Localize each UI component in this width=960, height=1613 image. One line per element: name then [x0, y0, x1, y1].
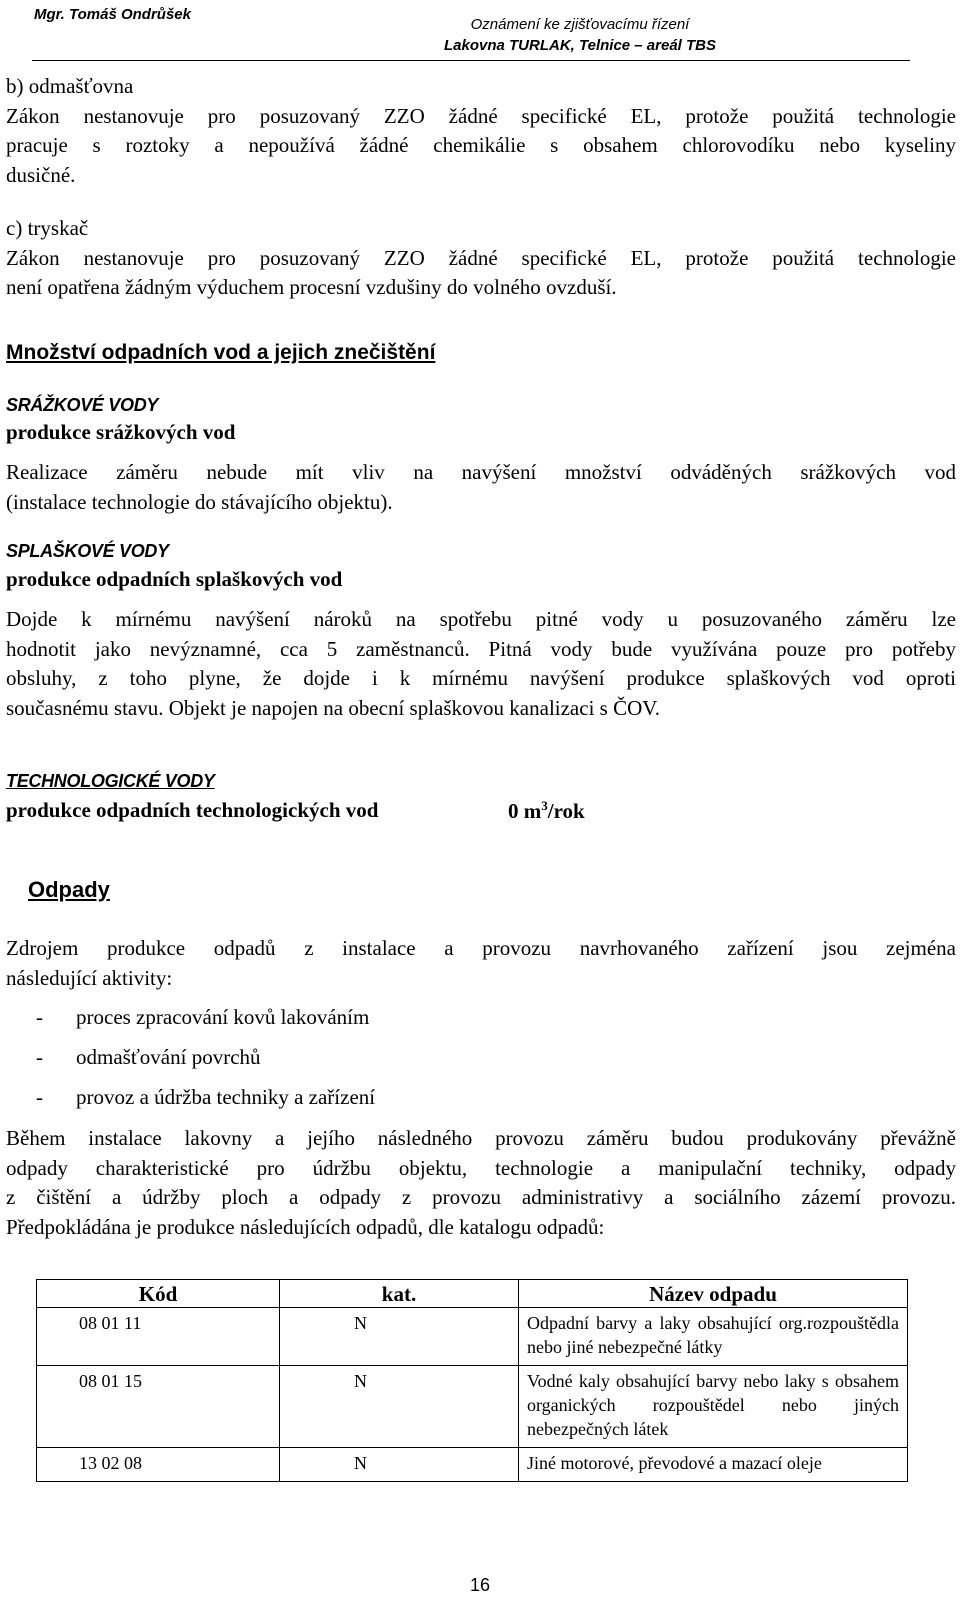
cell-category: N — [280, 1366, 519, 1448]
column-header-name: Název odpadu — [519, 1280, 908, 1308]
techwater-amount — [508, 798, 585, 824]
header-divider — [32, 60, 910, 61]
list-item-text: odmašťování povrchů — [76, 1045, 261, 1069]
section-blaster-title: c) tryskač — [6, 216, 89, 240]
section-blaster — [6, 214, 956, 303]
techwater-amount-unit: /rok — [547, 799, 585, 823]
list-item: - provoz a údržba techniky a zařízení — [36, 1085, 376, 1109]
section-blaster-text-line: Zákon nestanovuje pro posuzovaný ZZO žádné specifické EL, protože použitá technologie — [6, 245, 956, 270]
cell-code: 08 01 15 — [37, 1366, 280, 1448]
table-header-row — [37, 1280, 908, 1308]
list-item-text: proces zpracování kovů lakováním — [76, 1005, 370, 1029]
section-degreasing-text-line: Zákon nestanovuje pro posuzovaný ZZO žádné specifické EL, protože použitá technologie — [6, 103, 956, 128]
waste-intro-line: následující aktivity: — [6, 965, 173, 990]
sewage-text-line: hodnotit jako nevýznamné, cca 5 zaměstnanců. Pitná vody bude využívána pouze pro potřeby — [6, 636, 956, 661]
list-item-text: provoz a údržba techniky a zařízení — [76, 1085, 376, 1109]
waste-intro-line: Zdrojem produkce odpadů z instalace a provozu navrhovaného zařízení jsou zejména — [6, 936, 956, 960]
cell-name: Vodné kaly obsahující barvy nebo laky s obsahem organických rozpouštědel nebo jiných nebezpečných látek — [519, 1366, 908, 1448]
header-author: Mgr. Tomáš Ondrůšek — [34, 6, 191, 23]
rainwater-text — [6, 458, 956, 517]
cell-category: N — [280, 1448, 519, 1482]
sewage-text-line: obsluhy, z toho plyne, že dojde i k mírnému navýšení produkce splaškových vod oproti — [6, 666, 956, 690]
sewage-text-line: současnému stavu. Objekt je napojen na obecní splaškovou kanalizaci s ČOV. — [6, 695, 660, 720]
cell-name: Odpadní barvy a laky obsahující org.rozpouštědla nebo jiné nebezpečné látky — [519, 1308, 908, 1366]
section-degreasing-text-line: pracuje s roztoky a nepoužívá žádné chemikálie s obsahem chlorovodíku nebo kyseliny — [6, 133, 956, 157]
header-document-type: Oznámení ke zjišťovacímu řízení — [470, 16, 690, 33]
column-header-code: Kód — [37, 1280, 280, 1308]
cell-code: 13 02 08 — [37, 1448, 280, 1482]
list-item: - odmašťování povrchů — [36, 1045, 261, 1069]
sewage-subtitle: produkce odpadních splaškových vod — [6, 567, 343, 591]
cell-code: 08 01 11 — [37, 1308, 280, 1366]
section-blaster-text-line: není opatřena žádným výduchem procesní vzdušiny do volného ovzduší. — [6, 275, 617, 299]
waste-heading: Odpady — [28, 877, 110, 902]
rainwater-subtitle: produkce srážkových vod — [6, 420, 236, 444]
table-row — [37, 1308, 908, 1366]
rainwater-text-line: Realizace záměru nebude mít vliv na navýšení množství odváděných srážkových vod — [6, 460, 956, 484]
table-row — [37, 1448, 908, 1482]
waste-body — [6, 1124, 956, 1242]
waste-body-line: odpady charakteristické pro údržbu objektu, technologie a manipulační techniky, odpady — [6, 1155, 956, 1180]
techwater-label: TECHNOLOGICKÉ VODY — [6, 771, 215, 791]
techwater-amount-value: 0 m — [508, 799, 542, 823]
section-degreasing-text-line: dusičné. — [6, 162, 76, 187]
sewage-text — [6, 605, 956, 723]
section-degreasing-title: b) odmašťovna — [6, 74, 134, 98]
header-project-title: Lakovna TURLAK, Telnice – areál TBS — [443, 37, 717, 54]
rainwater-text-line: (instalace technologie do stávajícího objektu). — [6, 489, 393, 514]
sewage-text-line: Dojde k mírnému navýšení nároků na spotřebu pitné vody u posuzovaného záměru lze — [6, 607, 956, 631]
waste-body-line: Předpokládána je produkce následujících odpadů, dle katalogu odpadů: — [6, 1214, 605, 1239]
sewage-label: SPLAŠKOVÉ VODY — [6, 541, 169, 561]
techwater-subtitle: produkce odpadních technologických vod — [6, 798, 379, 822]
list-item: - proces zpracování kovů lakováním — [36, 1005, 370, 1029]
cell-category: N — [280, 1308, 519, 1366]
wastewater-heading: Množství odpadních vod a jejich znečištění — [6, 341, 436, 364]
page-number: 16 — [469, 1575, 491, 1595]
waste-catalog-table — [36, 1279, 908, 1482]
rainwater-label: SRÁŽKOVÉ VODY — [6, 395, 159, 415]
column-header-category: kat. — [280, 1280, 519, 1308]
waste-body-line: Během instalace lakovny a jejího následného provozu záměru budou produkovány převážně — [6, 1126, 956, 1150]
table-row — [37, 1366, 908, 1448]
waste-body-line: z čištění a údržby ploch a odpady z provozu administrativy a sociálního zázemí provozu. — [6, 1185, 956, 1209]
techwater-amount-exponent: 3 — [541, 798, 548, 813]
waste-intro — [6, 934, 956, 993]
cell-name: Jiné motorové, převodové a mazací oleje — [519, 1448, 908, 1482]
section-degreasing — [6, 72, 956, 190]
